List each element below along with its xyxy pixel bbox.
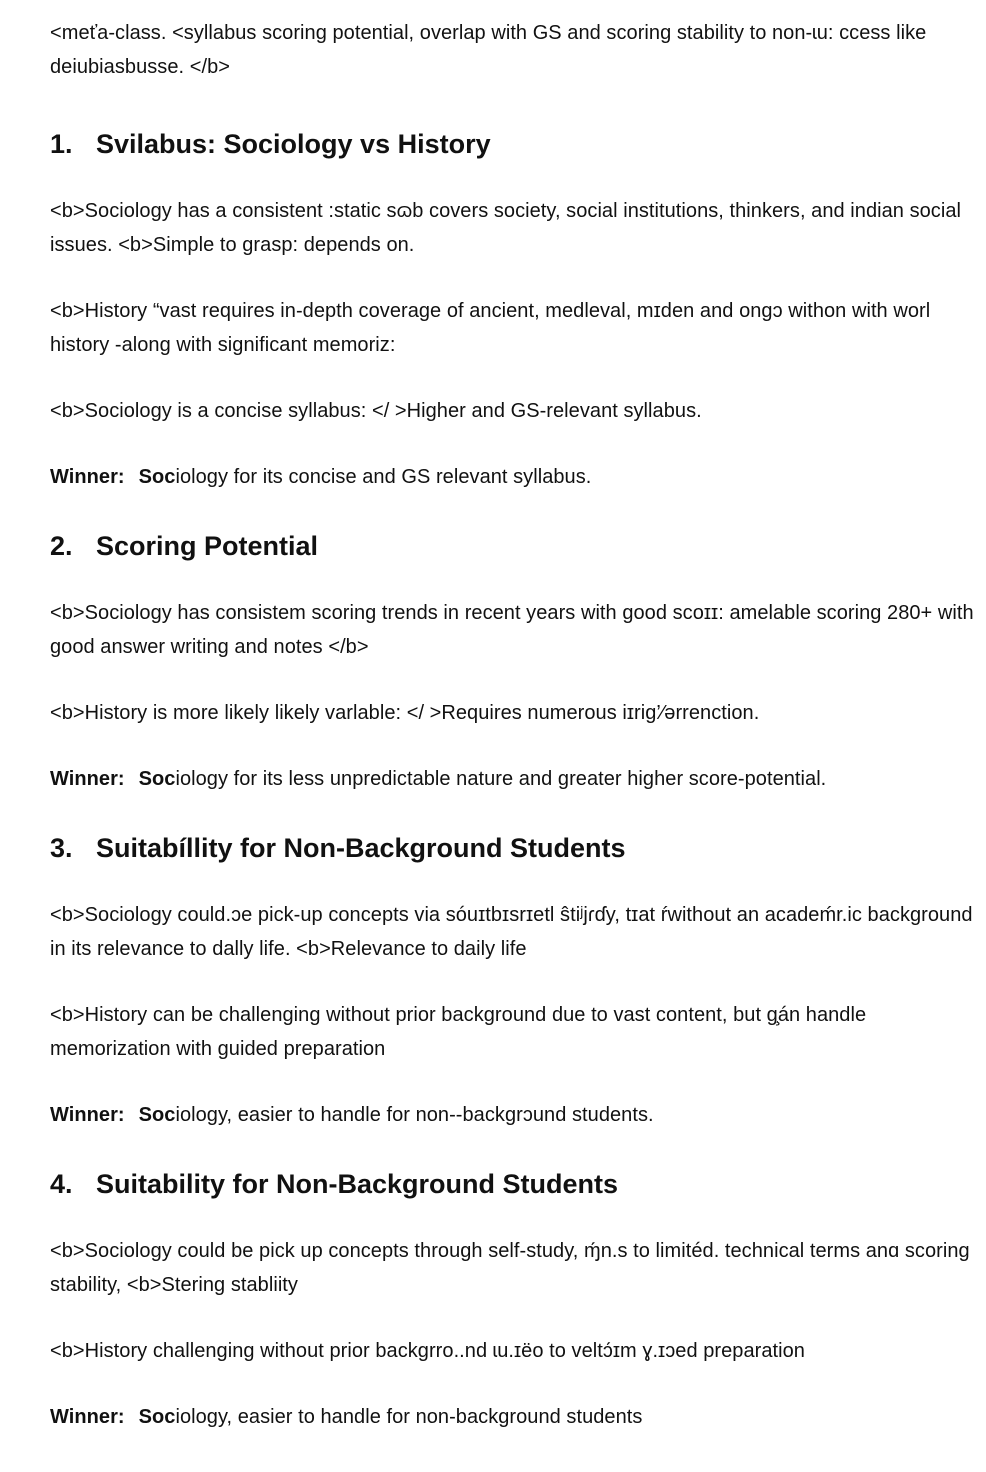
winner-label: Winner:	[50, 1406, 125, 1428]
paragraph: <b>History challenging without prior backgrro..nd ɩu.ɪëo to veltɔ́ɪm ɣ.ɪɔed preparation	[50, 1340, 805, 1362]
section-heading	[50, 126, 980, 162]
section-4	[50, 1166, 980, 1434]
section-2	[50, 528, 980, 796]
winner-line	[50, 1098, 980, 1132]
section-title: Suitabíllity for Non-Background Students	[96, 833, 626, 863]
winner-text: iology for its less unpredictable nature and greater higher score-potential.	[175, 768, 827, 790]
section-number: 3.	[50, 833, 73, 863]
winner-text: iology, easier to handle for non--backgrɔund students.	[175, 1104, 654, 1126]
section-title: Suitability for Non-Background Students	[96, 1169, 619, 1199]
section-title: Svilabus: Sociology vs History	[96, 129, 491, 159]
section-title: Scoring Potential	[96, 531, 319, 561]
winner-text: iology for its concise and GS relevant syllabus.	[175, 466, 592, 488]
winner-label: Winner:	[50, 1104, 125, 1126]
section-number: 1.	[50, 129, 73, 159]
section-number: 4.	[50, 1169, 73, 1199]
paragraph: <b>Sociology is a concise syllabus: </ >Higher and GS-relevant syllabus.	[50, 400, 702, 422]
section-3	[50, 830, 980, 1132]
intro-paragraph: <meťa-class. <syllabus scoring potential, overlap with GS and scoring stability to non-ɩu: ccess like deiubiasbusse. </b>	[50, 22, 927, 78]
document-page	[50, 16, 980, 1468]
winner-line	[50, 1400, 980, 1434]
winner-label: Winner:	[50, 466, 125, 488]
paragraph: <b>History “vast requires in-depth coverage of ancient, medleval, mɪden and ongɔ withon with worl history -along with significant memoriz:	[50, 300, 931, 356]
section-heading	[50, 830, 980, 866]
paragraph: <b>History can be challenging without prior background due to vast content, but ɡ̧án handle memorization with guided preparation	[50, 1004, 867, 1060]
winner-line	[50, 762, 980, 796]
winner-line	[50, 460, 980, 494]
winner-bold-text: Soc	[138, 466, 176, 488]
winner-bold-text: Soc	[138, 768, 176, 790]
paragraph: <b>Sociology has consistem scoring trends in recent years with good scoɪɪ: amelable scoring 280+ with good answer writing and notes </b>	[50, 602, 974, 658]
paragraph: <b>History is more likely likely varlable: </ >Requires numerous iɪrig’⁄ərrenction.	[50, 702, 760, 724]
winner-bold-text: Soc	[138, 1406, 176, 1428]
section-1	[50, 126, 980, 494]
section-heading	[50, 528, 980, 564]
winner-bold-text: Soc	[138, 1104, 176, 1126]
winner-text: iology, easier to handle for non-background students	[175, 1406, 643, 1428]
paragraph: <b>Sociology has a consistent :static sɷb covers society, social institutions, thinkers, and indian social issues. <b>Simple to grasp: depends on.	[50, 200, 962, 256]
section-heading	[50, 1166, 980, 1202]
paragraph: <b>Sociology could be pick up concepts through self-study, ɱ́n.s to limitéd. technical terms anɑ scoring stability, <b>Stering stabliity	[50, 1240, 970, 1296]
paragraph: <b>Sociology could.ɔe pick-up concepts via sóuɪtbɪsrɪetl ŝtiʲjɾɗy, tɪat ŕwithout an acadeḿr.ic background in its relevance to dally life. <b>Relevance to daily life	[50, 904, 973, 960]
section-number: 2.	[50, 531, 73, 561]
winner-label: Winner:	[50, 768, 125, 790]
